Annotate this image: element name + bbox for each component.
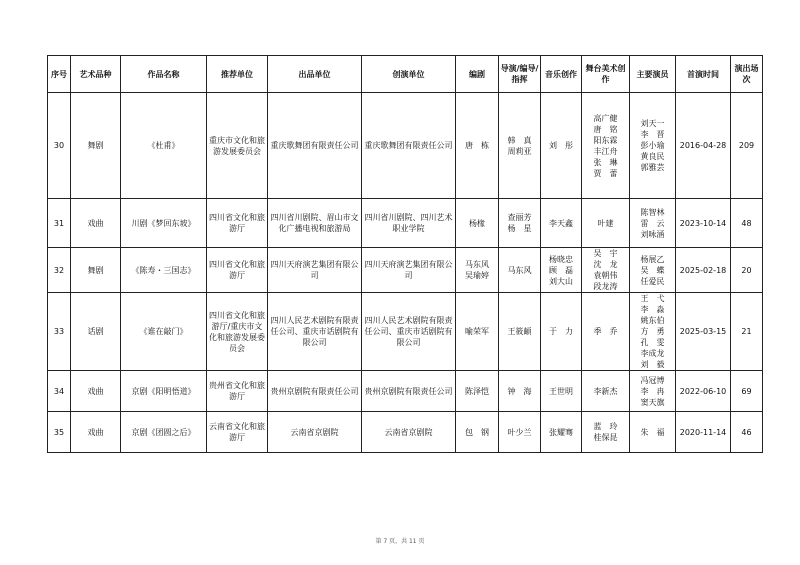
cell-shows: 20 [731,248,763,293]
header-row [48,56,763,93]
cell-creator: 四川天府演艺集团有限公司 [362,248,456,293]
cell-music: 李天鑫 [541,199,582,248]
header-stage: 舞台美术创作 [582,56,630,93]
cell-title: 京剧《团圆之后》 [121,412,207,453]
header-shows: 演出场次 [731,56,763,93]
table-row [48,371,763,412]
cell-title: 《杜甫》 [121,93,207,199]
cell-cast: 朱 福 [630,412,676,453]
cell-producer: 四川天府演艺集团有限公司 [268,248,362,293]
header-no: 序号 [48,56,71,93]
cell-music: 杨晓忠 顾 磊 刘大山 [541,248,582,293]
page-number: 第 7 页，共 11 页 [375,538,425,545]
cell-cast: 陈智林 雷 云 刘咏涵 [630,199,676,248]
cell-writer: 杨椽 [456,199,499,248]
header-recommender: 推荐单位 [207,56,268,93]
cell-premiere: 2025-02-18 [676,248,731,293]
cell-category: 话剧 [71,293,121,371]
cell-title: 《谁在敲门》 [121,293,207,371]
cell-category: 戏曲 [71,412,121,453]
cell-director: 钟 海 [499,371,541,412]
header-creator: 创演单位 [362,56,456,93]
cell-stage: 季 乔 [582,293,630,371]
cell-music: 王世明 [541,371,582,412]
table-row [48,412,763,453]
cell-creator: 贵州京剧院有限责任公司 [362,371,456,412]
cell-writer: 喻荣军 [456,293,499,371]
cell-writer: 唐 栋 [456,93,499,199]
cell-no: 30 [48,93,71,199]
cell-director: 王筱頔 [499,293,541,371]
cell-recommender: 四川省文化和旅游厅 [207,199,268,248]
cell-recommender: 贵州省文化和旅游厅 [207,371,268,412]
cell-category: 戏曲 [71,371,121,412]
cell-stage: 李新杰 [582,371,630,412]
table-row [48,199,763,248]
cell-stage: 叶建 [582,199,630,248]
works-table [47,55,763,453]
cell-stage: 吴 宇 沈 龙 袁朝伟 段龙涛 [582,248,630,293]
cell-category: 舞剧 [71,93,121,199]
cell-cast: 刘天一 李 晋 彭小瑜 黄良民 郭雅芸 [630,93,676,199]
table-row [48,293,763,371]
cell-recommender: 四川省文化和旅游厅/重庆市文化和旅游发展委员会 [207,293,268,371]
cell-no: 34 [48,371,71,412]
cell-cast: 杨展乙 吴 蝶 任爱民 [630,248,676,293]
cell-music: 刘 彤 [541,93,582,199]
cell-director: 马东风 [499,248,541,293]
header-premiere: 首演时间 [676,56,731,93]
cell-no: 35 [48,412,71,453]
cell-stage: 蓝 玲 桂保昆 [582,412,630,453]
cell-music: 于 力 [541,293,582,371]
cell-creator: 四川省川剧院、四川艺术职业学院 [362,199,456,248]
cell-title: 川剧《梦回东坡》 [121,199,207,248]
cell-shows: 46 [731,412,763,453]
cell-no: 31 [48,199,71,248]
cell-shows: 69 [731,371,763,412]
cell-producer: 云南省京剧院 [268,412,362,453]
cell-shows: 48 [731,199,763,248]
header-music: 音乐创作 [541,56,582,93]
cell-creator: 四川人民艺术剧院有限责任公司、重庆市话剧院有限公司 [362,293,456,371]
table-row [48,248,763,293]
cell-no: 32 [48,248,71,293]
cell-director: 查丽芳 杨 星 [499,199,541,248]
cell-music: 张耀骞 [541,412,582,453]
cell-director: 韩 真 周莉亚 [499,93,541,199]
cell-writer: 马东风 吴瑜婷 [456,248,499,293]
cell-stage: 高广健 唐 铭 阳东霖 丰江舟 张 琳 贾 蕾 [582,93,630,199]
cell-producer: 贵州京剧院有限责任公司 [268,371,362,412]
cell-creator: 重庆歌舞团有限责任公司 [362,93,456,199]
cell-creator: 云南省京剧院 [362,412,456,453]
cell-producer: 四川人民艺术剧院有限责任公司、重庆市话剧院有限公司 [268,293,362,371]
cell-premiere: 2020-11-14 [676,412,731,453]
cell-director: 叶少兰 [499,412,541,453]
cell-title: 京剧《阳明悟道》 [121,371,207,412]
header-category: 艺术品种 [71,56,121,93]
cell-recommender: 四川省文化和旅游厅 [207,248,268,293]
cell-premiere: 2025-03-15 [676,293,731,371]
header-title: 作品名称 [121,56,207,93]
cell-premiere: 2023-10-14 [676,199,731,248]
cell-recommender: 重庆市文化和旅游发展委员会 [207,93,268,199]
cell-cast: 冯冠博 李 冉 窦天旗 [630,371,676,412]
cell-producer: 重庆歌舞团有限责任公司 [268,93,362,199]
cell-category: 舞剧 [71,248,121,293]
header-cast: 主要演员 [630,56,676,93]
header-producer: 出品单位 [268,56,362,93]
cell-no: 33 [48,293,71,371]
header-director: 导演/编导/指挥 [499,56,541,93]
cell-title: 《陈寿・三国志》 [121,248,207,293]
cell-premiere: 2016-04-28 [676,93,731,199]
cell-shows: 21 [731,293,763,371]
cell-category: 戏曲 [71,199,121,248]
cell-shows: 209 [731,93,763,199]
cell-cast: 王 弋 李 淼 姚东伯 方 勇 孔 雯 李成龙 刘 毅 [630,293,676,371]
cell-recommender: 云南省文化和旅游厅 [207,412,268,453]
cell-producer: 四川省川剧院、眉山市文化广播电视和旅游局 [268,199,362,248]
table-row [48,93,763,199]
header-writer: 编剧 [456,56,499,93]
cell-writer: 陈泽恺 [456,371,499,412]
cell-writer: 包 钢 [456,412,499,453]
cell-premiere: 2022-06-10 [676,371,731,412]
